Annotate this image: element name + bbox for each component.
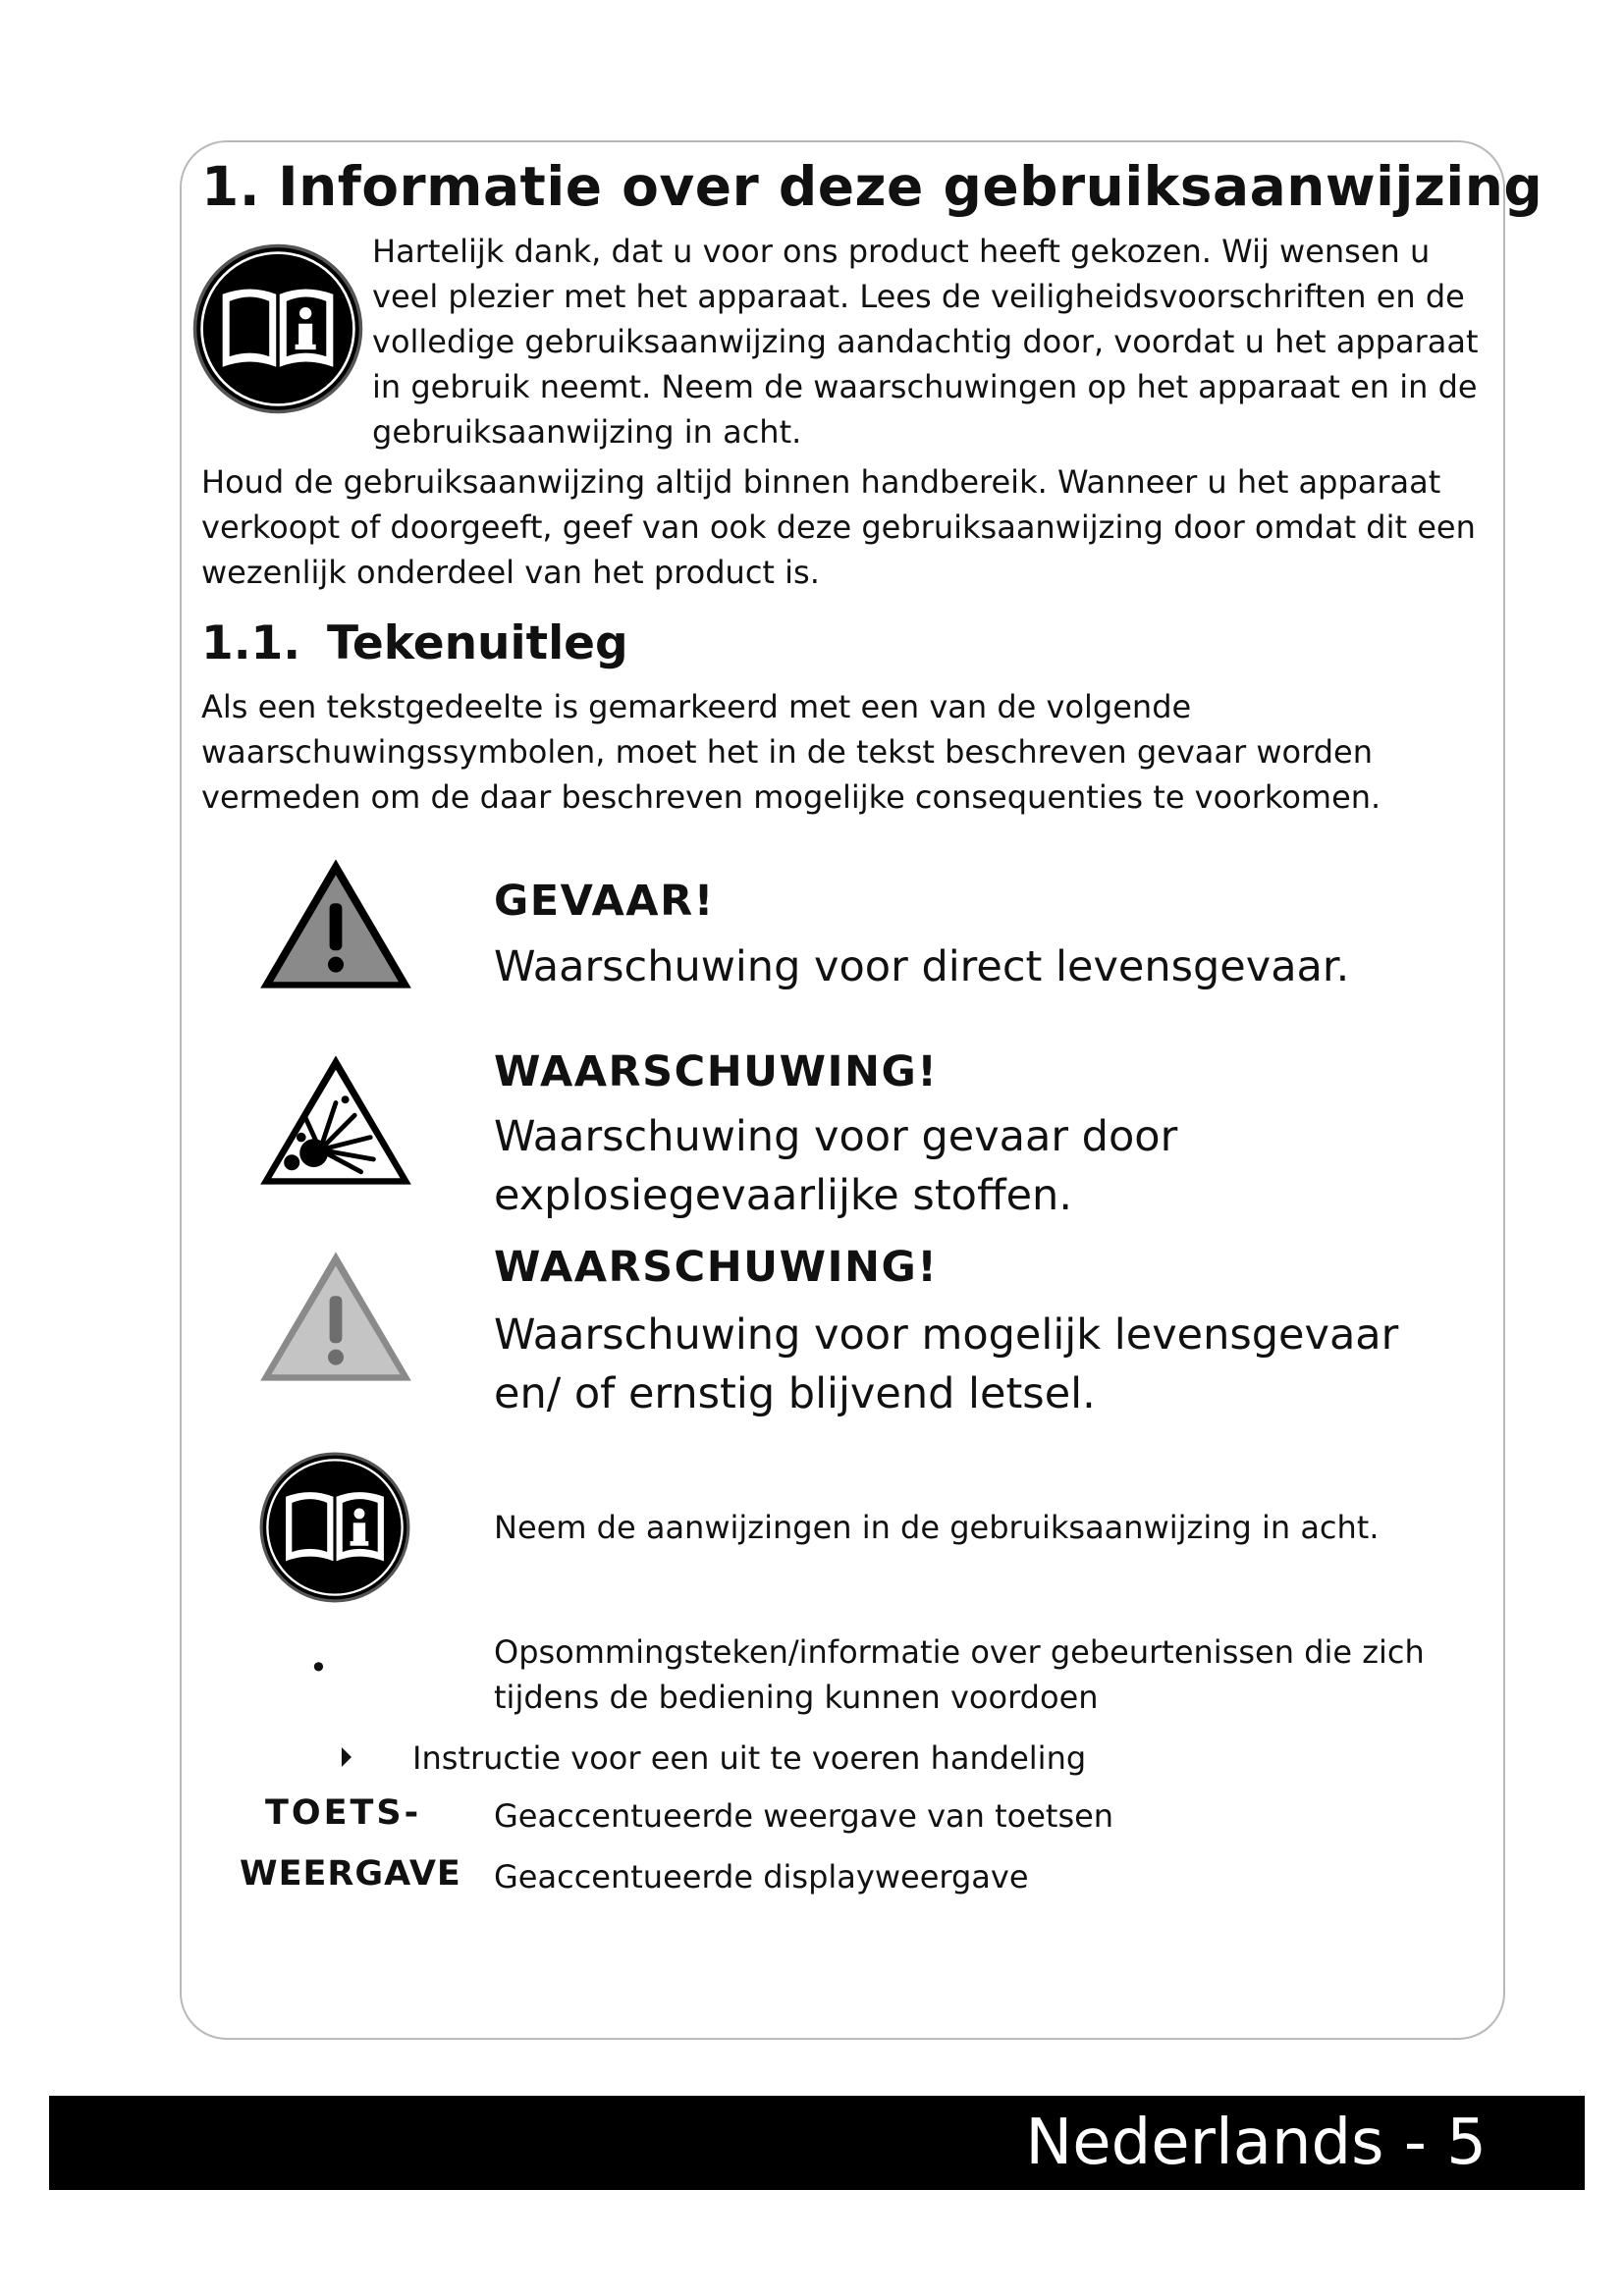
explosive-triangle-icon xyxy=(257,1052,414,1188)
subsection-heading xyxy=(201,616,628,670)
subsection-title: Tekenuitleg xyxy=(327,616,628,670)
explosive-description: Waarschuwing voor gevaar door explosiegevaarlijke stoffen. xyxy=(494,1112,1178,1220)
manual-description: Neem de aanwijzingen in de gebruiksaanwijzing in acht. xyxy=(494,1509,1380,1546)
display-description: Geaccentueerde displayweergave xyxy=(494,1858,1029,1896)
manual-info-icon xyxy=(258,1451,411,1604)
manual-info-icon xyxy=(191,242,364,415)
bullet-icon: • xyxy=(309,1649,328,1686)
second-paragraph: Houd de gebruiksaanwijzing altijd binnen handbereik. Wanneer u het apparaat verkoopt of doorgeeft, geef van ook deze gebruiksaanwijzing door omdat dit een wezenlijk onderdeel van het product is. xyxy=(201,463,1476,591)
danger-title: GEVAAR! xyxy=(494,877,715,926)
page-footer xyxy=(49,2096,1585,2190)
warning-triangle-light-icon xyxy=(257,1249,414,1384)
intro-paragraph xyxy=(201,229,1488,454)
key-description: Geaccentueerde weergave van toetsen xyxy=(494,1797,1114,1835)
danger-description: Waarschuwing voor direct levensgevaar. xyxy=(494,942,1350,991)
warning-triangle-dark-icon xyxy=(257,856,414,991)
section-title: Informatie over deze gebruiksaanwijzing xyxy=(278,155,1543,218)
instruction-arrow-icon: ⏵ xyxy=(339,1741,353,1774)
warning-description: Waarschuwing voor mogelijk levensgevaar en/ of ernstig blijvend letsel. xyxy=(494,1310,1399,1418)
display-label: WEERGAVE xyxy=(240,1854,461,1894)
warning-title: WAARSCHUWING! xyxy=(494,1243,939,1292)
section-heading xyxy=(201,155,1543,218)
page-language-number: Nederlands - 5 xyxy=(1025,2107,1487,2179)
instruction-description: Instructie voor een uit te voeren handeling xyxy=(412,1739,1087,1777)
section-number: 1. xyxy=(201,155,261,218)
subsection-number: 1.1. xyxy=(201,616,301,670)
bullet-description: Opsommingsteken/informatie over gebeurtenissen die zich tijdens de bediening kunnen voordoen xyxy=(494,1633,1425,1716)
intro-text: Hartelijk dank, dat u voor ons product heeft gekozen. Wij wensen u veel plezier met het apparaat. Lees de veiligheidsvoorschriften en de volledige gebruiksaanwijzing aandachtig door, voordat u het apparaat in gebruik neemt. Neem de waarschuwingen op het apparaat en in de gebruiksaanwijzing in acht. xyxy=(372,233,1479,451)
key-label: TOETS- xyxy=(265,1793,422,1833)
explosive-title: WAARSCHUWING! xyxy=(494,1047,939,1096)
subsection-intro: Als een tekstgedeelte is gemarkeerd met een van de volgende waarschuwingssymbolen, moet het in de tekst beschreven gevaar worden vermeden om de daar beschreven mogelijke consequenties te voorkomen. xyxy=(201,688,1381,816)
